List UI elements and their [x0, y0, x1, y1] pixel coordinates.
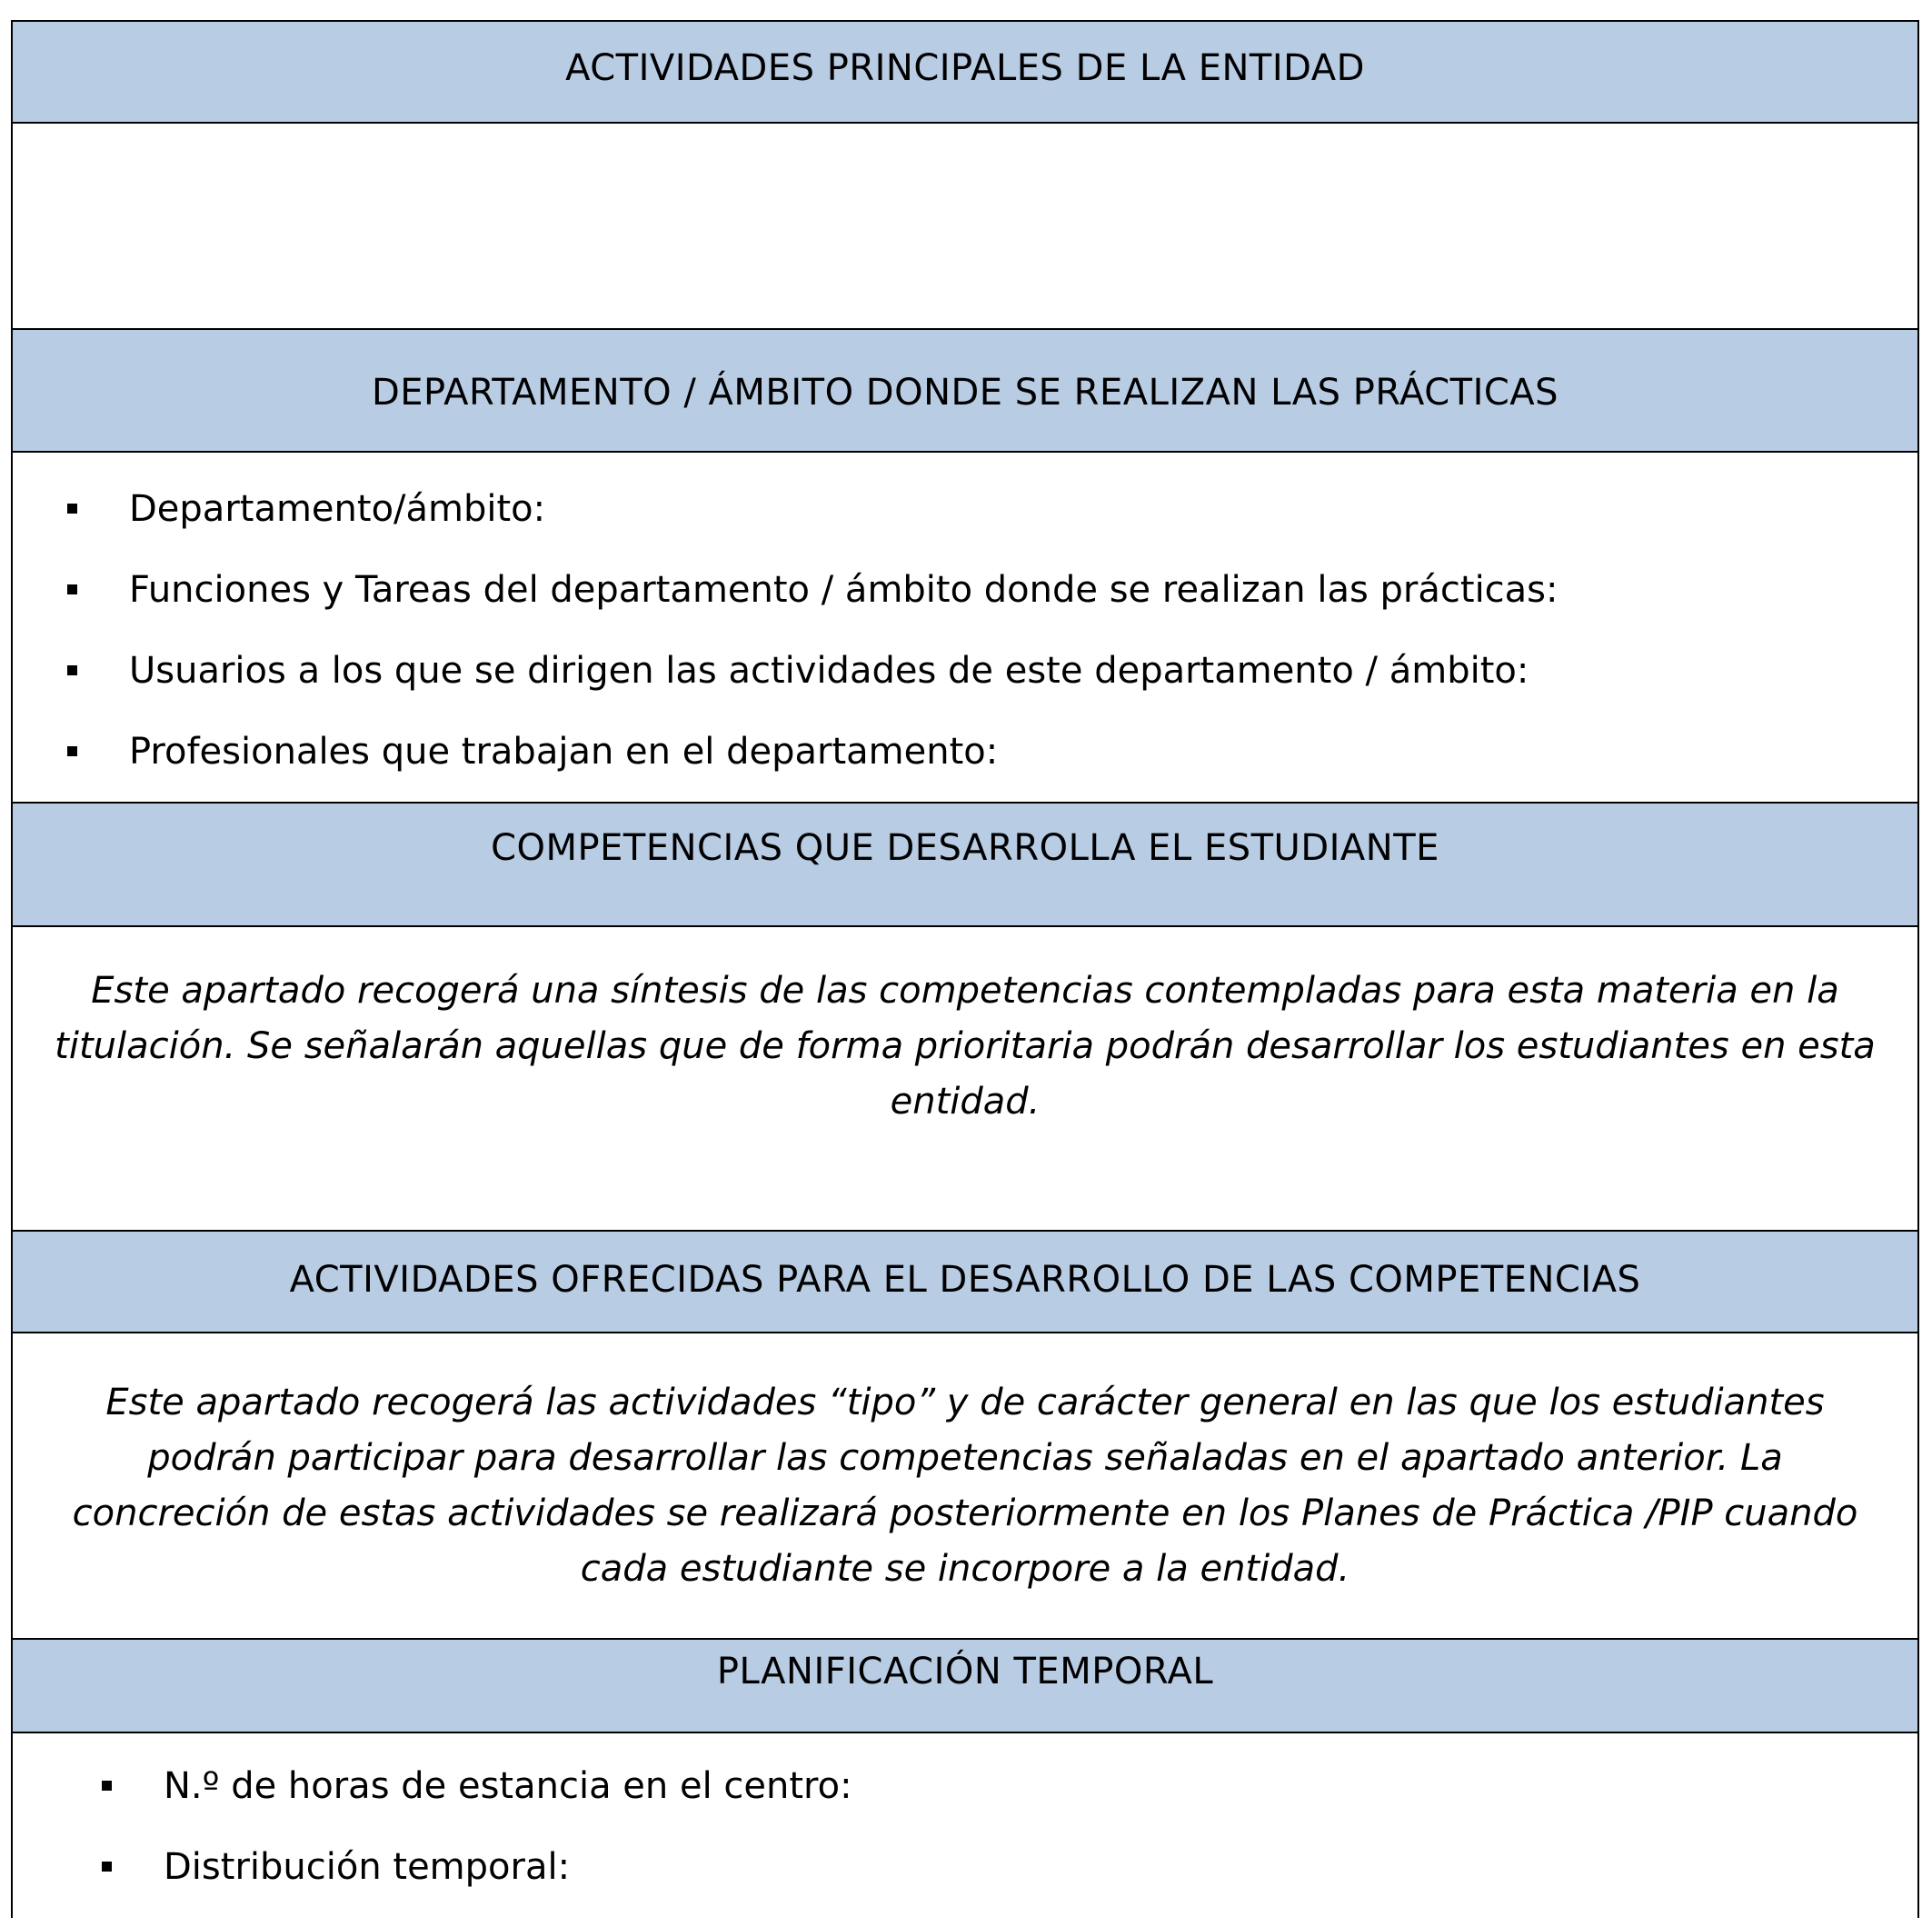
actividades-ofrecidas-content: [13, 1333, 1917, 1640]
list-item: [102, 1759, 852, 1840]
bullet-icon: [67, 746, 77, 756]
actividades-principales-content[interactable]: [13, 124, 1917, 330]
item-label: Departamento/ámbito:: [129, 488, 546, 530]
competencias-text: Este apartado recogerá una síntesis de las competencias contempladas para esta materia en la titulación. Se señalarán aquellas que de forma prioritaria podrán desarrollar los estudiantes en esta entidad.: [55, 970, 1876, 1123]
list-item: [67, 724, 1559, 805]
section-title: PLANIFICACIÓN TEMPORAL: [716, 1651, 1214, 1692]
list-item: [67, 482, 1559, 563]
section-header-competencias: [13, 804, 1917, 927]
bullet-icon: [102, 1781, 112, 1791]
item-label: Usuarios a los que se dirigen las actividades de este departamento / ámbito:: [129, 650, 1529, 692]
section-title: COMPETENCIAS QUE DESARROLLA EL ESTUDIANTE: [491, 827, 1439, 869]
bullet-icon: [102, 1862, 112, 1872]
section-title: DEPARTAMENTO / ÁMBITO DONDE SE REALIZAN LAS PRÁCTICAS: [371, 372, 1559, 414]
practice-form-table: [11, 20, 1919, 1918]
actividades-text: Este apartado recogerá las actividades “tipo” y de carácter general en las que los estudiantes podrán participar para desarrollar las competencias señaladas en el apartado anterior. La concreción de estas actividades se realizará posteriormente en los Planes de Práctica /PIP cuando cada estudiante se incorpore a la entidad.: [72, 1382, 1858, 1590]
section-header-departamento: [13, 330, 1917, 453]
item-label: N.º de horas de estancia en el centro:: [164, 1765, 852, 1807]
list-item: [67, 563, 1559, 644]
bullet-icon: [67, 665, 77, 675]
section-header-planificacion: [13, 1640, 1917, 1733]
section-header-actividades-ofrecidas: [13, 1232, 1917, 1333]
section-title: ACTIVIDADES PRINCIPALES DE LA ENTIDAD: [565, 47, 1365, 89]
planificacion-content: [13, 1733, 1917, 1918]
list-item: [67, 644, 1559, 724]
bullet-icon: [67, 504, 77, 514]
bullet-icon: [67, 584, 77, 594]
item-label: Funciones y Tareas del departamento / ámbito donde se realizan las prácticas:: [129, 569, 1559, 611]
item-label: Profesionales que trabajan en el departamento:: [129, 731, 999, 773]
section-header-actividades-principales: [13, 22, 1917, 124]
competencias-content: [13, 927, 1917, 1232]
list-item: [102, 1840, 852, 1921]
item-label: Distribución temporal:: [164, 1846, 571, 1888]
section-title: ACTIVIDADES OFRECIDAS PARA EL DESARROLLO DE LAS COMPETENCIAS: [289, 1259, 1641, 1301]
departamento-content: [13, 453, 1917, 804]
